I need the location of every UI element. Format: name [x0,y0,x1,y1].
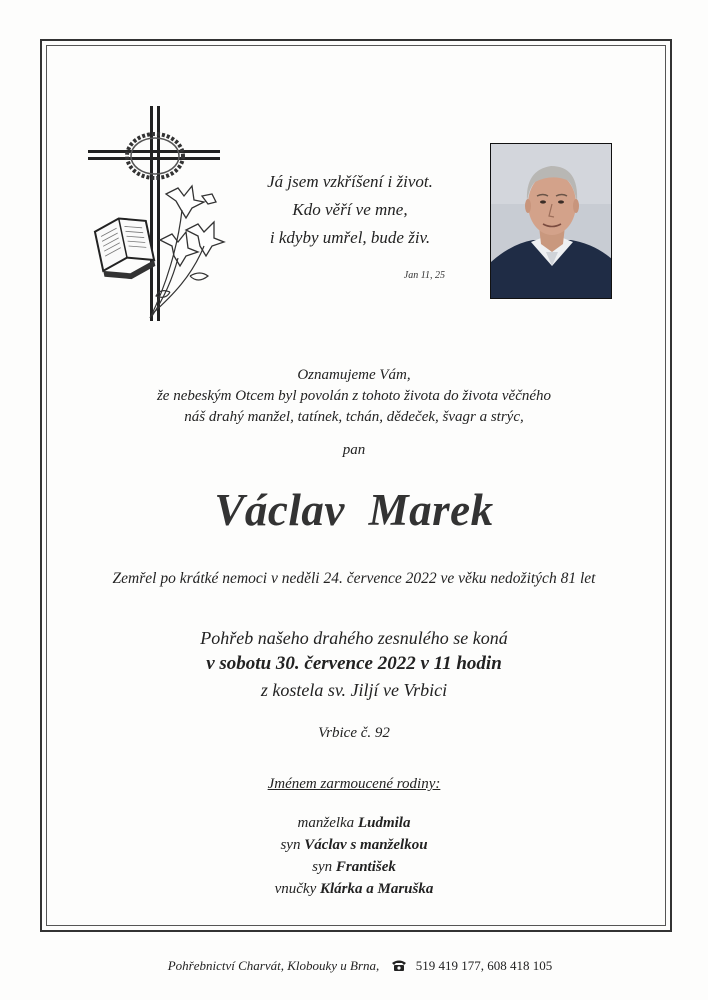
family-heading: Jménem zarmoucené rodiny: [267,776,441,792]
death-notice: Zemřel po krátké nemoci v neděli 24. července 2022 ve věku nedožitých 81 let [112,570,596,587]
quote-line-2: Kdo věří ve mne, [292,200,408,219]
funeral-home: Pohřebnictví Charvát, Klobouky u Brna, [167,958,380,973]
quote-reference: Jan 11, 25 [403,270,445,281]
quote-line-3: i kdyby umřel, bude živ. [269,228,431,247]
funeral-location: z kostela sv. Jiljí ve Vrbici [260,680,448,700]
phone-numbers: 519 419 177, 608 418 105 [415,958,553,973]
family-member [50,812,658,834]
family-member [50,856,658,878]
family-relation: vnučky [274,881,317,897]
family-member [50,878,658,900]
cross-bible-lily-icon [86,106,234,326]
footer [100,958,620,974]
deceased-name: Václav Marek [214,485,494,535]
funeral-info [50,625,658,703]
announcement-line-2: že nebeským Otcem byl povolán z tohoto života do života věčného [156,388,552,404]
family-list [50,812,658,900]
announcement [50,365,658,428]
family-relation: manželka [297,815,355,831]
phone-icon [391,959,407,972]
announcement-line-3: náš drahý manžel, tatínek, tchán, dědeček, švagr a strýc, [184,409,524,425]
honorific: pan [342,442,366,458]
family-name: František [335,859,396,875]
funeral-date-time: v sobotu 30. července 2022 v 11 hodin [206,653,502,674]
family-name: Ludmila [357,815,411,831]
family-name: Klárka a Maruška [320,881,434,897]
family-relation: syn [312,859,333,875]
deceased-photo [490,143,612,299]
family-member [50,834,658,856]
family-name: Václav s manželkou [304,837,428,853]
portrait-image [491,144,612,299]
address: Vrbice č. 92 [318,725,390,741]
announcement-line-1: Oznamujeme Vám, [297,367,411,383]
bible-quote [250,168,450,252]
family-relation: syn [280,837,301,853]
quote-line-1: Já jsem vzkříšení i život. [267,172,433,191]
funeral-line-1: Pohřeb našeho drahého zesnulého se koná [200,628,508,648]
